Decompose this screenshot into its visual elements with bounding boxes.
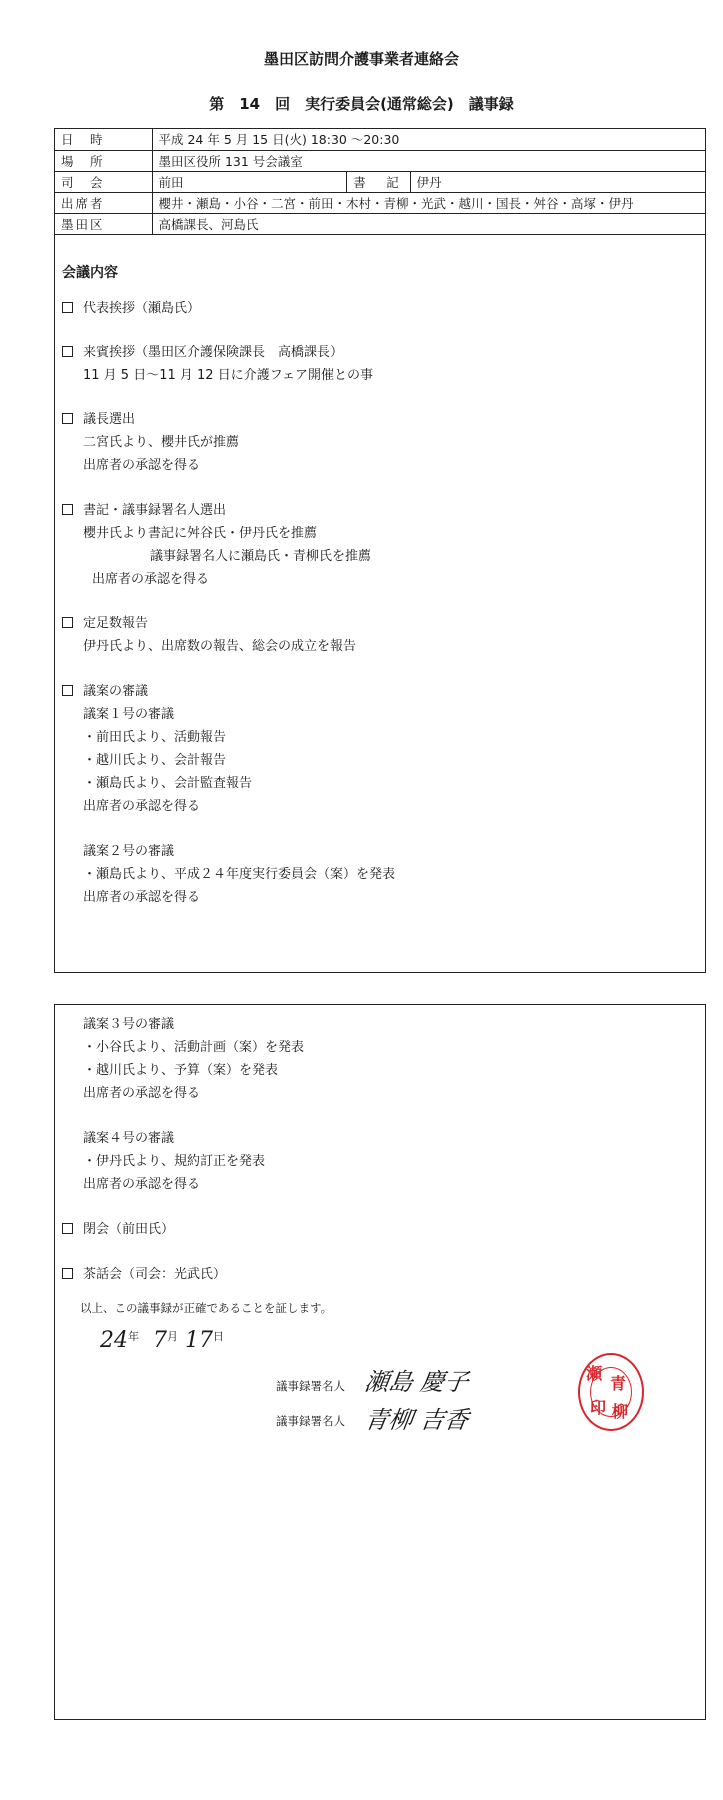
item-chair-election bbox=[62, 408, 135, 427]
signature-2: 青柳 吉香 bbox=[362, 1406, 471, 1434]
clerk-label: 書 記 bbox=[346, 171, 410, 192]
item-line: 出席者の承認を得る bbox=[83, 458, 201, 473]
checkbox-icon bbox=[62, 1223, 73, 1234]
attendees-label: 出席者 bbox=[55, 192, 152, 213]
item-text: 閉会（前田氏） bbox=[83, 1222, 175, 1237]
checkbox-icon bbox=[62, 302, 73, 313]
item-quorum-report bbox=[62, 612, 148, 631]
item-line: ・伊丹氏より、規約訂正を発表 bbox=[83, 1154, 266, 1169]
date-value: 平成 24 年 5 月 15 日(火) 18:30 ～20:30 bbox=[152, 129, 705, 150]
place-label: 場 所 bbox=[55, 150, 152, 171]
meeting-title: 第 14 回 実行委員会(通常総会) 議事録 bbox=[209, 95, 514, 113]
item-text: 定足数報告 bbox=[83, 616, 149, 631]
date-day-unit: 日 bbox=[213, 1330, 224, 1343]
item-text: 代表挨拶（瀬島氏） bbox=[83, 301, 201, 316]
signature-1: 瀬島 慶子 bbox=[362, 1368, 471, 1396]
date-month-unit: 月 bbox=[167, 1330, 178, 1343]
item-line: 議事録署名人に瀬島氏・青柳氏を推薦 bbox=[150, 549, 372, 564]
attendees-value: 櫻井・瀬島・小谷・二宮・前田・木村・青柳・光武・越川・国長・舛谷・高塚・伊丹 bbox=[152, 192, 705, 213]
item-guest-greeting bbox=[62, 341, 343, 360]
item-line: 伊丹氏より、出席数の報告、総会の成立を報告 bbox=[83, 639, 357, 654]
item-line: 議案３号の審議 bbox=[83, 1017, 175, 1032]
item-line: ・前田氏より、活動報告 bbox=[83, 730, 227, 745]
content-heading: 会議内容 bbox=[62, 265, 118, 281]
chair-label: 司 会 bbox=[55, 171, 152, 192]
item-line: 議案２号の審議 bbox=[83, 844, 175, 859]
item-line: ・瀬島氏より、会計監査報告 bbox=[83, 776, 253, 791]
item-text: 来賓挨拶（墨田区介護保険課長 高橋課長） bbox=[83, 345, 344, 360]
signer-label-2: 議事録署名人 bbox=[276, 1414, 345, 1428]
chair-value: 前田 bbox=[152, 171, 346, 192]
date-year-unit: 年 bbox=[128, 1330, 139, 1343]
item-line: 議案４号の審議 bbox=[83, 1131, 175, 1146]
item-text: 書記・議事録署名人選出 bbox=[83, 503, 227, 518]
signed-date bbox=[100, 1328, 224, 1353]
checkbox-icon bbox=[62, 1268, 73, 1279]
org-title: 墨田区訪問介護事業者連絡会 bbox=[263, 50, 459, 68]
item-text: 議案の審議 bbox=[83, 684, 149, 699]
ward-value: 高橋課長、河島氏 bbox=[152, 213, 705, 234]
checkbox-icon bbox=[62, 346, 73, 357]
item-text: 議長選出 bbox=[83, 412, 136, 427]
item-clerk-election bbox=[62, 499, 226, 518]
checkbox-icon bbox=[62, 413, 73, 424]
meeting-info-table bbox=[55, 129, 705, 235]
item-line: ・越川氏より、会計報告 bbox=[83, 753, 227, 768]
checkbox-icon bbox=[62, 685, 73, 696]
date-day: 17 bbox=[185, 1328, 213, 1353]
checkbox-icon bbox=[62, 617, 73, 628]
item-line: ・小谷氏より、活動計画（案）を発表 bbox=[83, 1040, 305, 1055]
item-line: 11 月 5 日～11 月 12 日に介護フェア開催との事 bbox=[83, 368, 374, 383]
checkbox-icon bbox=[62, 504, 73, 515]
item-line: 二宮氏より、櫻井氏が推薦 bbox=[83, 435, 240, 450]
date-label: 日 時 bbox=[55, 129, 152, 150]
certification-statement: 以上、この議事録が正確であることを証します。 bbox=[80, 1301, 333, 1315]
item-text: 茶話会（司会：光武氏） bbox=[83, 1267, 227, 1282]
item-line: 出席者の承認を得る bbox=[83, 890, 201, 905]
item-line: ・瀬島氏より、平成２４年度実行委員会（案）を発表 bbox=[83, 867, 396, 882]
item-line: 出席者の承認を得る bbox=[83, 1177, 201, 1192]
item-tea-party bbox=[62, 1263, 226, 1282]
clerk-value: 伊丹 bbox=[410, 171, 705, 192]
item-line: 議案１号の審議 bbox=[83, 707, 175, 722]
item-line: ・越川氏より、予算（案）を発表 bbox=[83, 1063, 279, 1078]
item-line: 出席者の承認を得る bbox=[92, 572, 210, 587]
date-year: 24 bbox=[100, 1328, 128, 1353]
item-line: 櫻井氏より書記に舛谷氏・伊丹氏を推薦 bbox=[83, 526, 318, 541]
item-line: 出席者の承認を得る bbox=[83, 1086, 201, 1101]
item-line: 出席者の承認を得る bbox=[83, 799, 201, 814]
ward-label: 墨田区 bbox=[55, 213, 152, 234]
place-value: 墨田区役所 131 号会議室 bbox=[152, 150, 705, 171]
item-greeting bbox=[62, 297, 200, 316]
date-month: 7 bbox=[153, 1328, 167, 1353]
item-agenda-review bbox=[62, 680, 148, 699]
red-seal-stamp: 瀬 青 印 柳 bbox=[578, 1353, 644, 1431]
signer-label-1: 議事録署名人 bbox=[276, 1379, 345, 1393]
item-closing bbox=[62, 1218, 174, 1237]
